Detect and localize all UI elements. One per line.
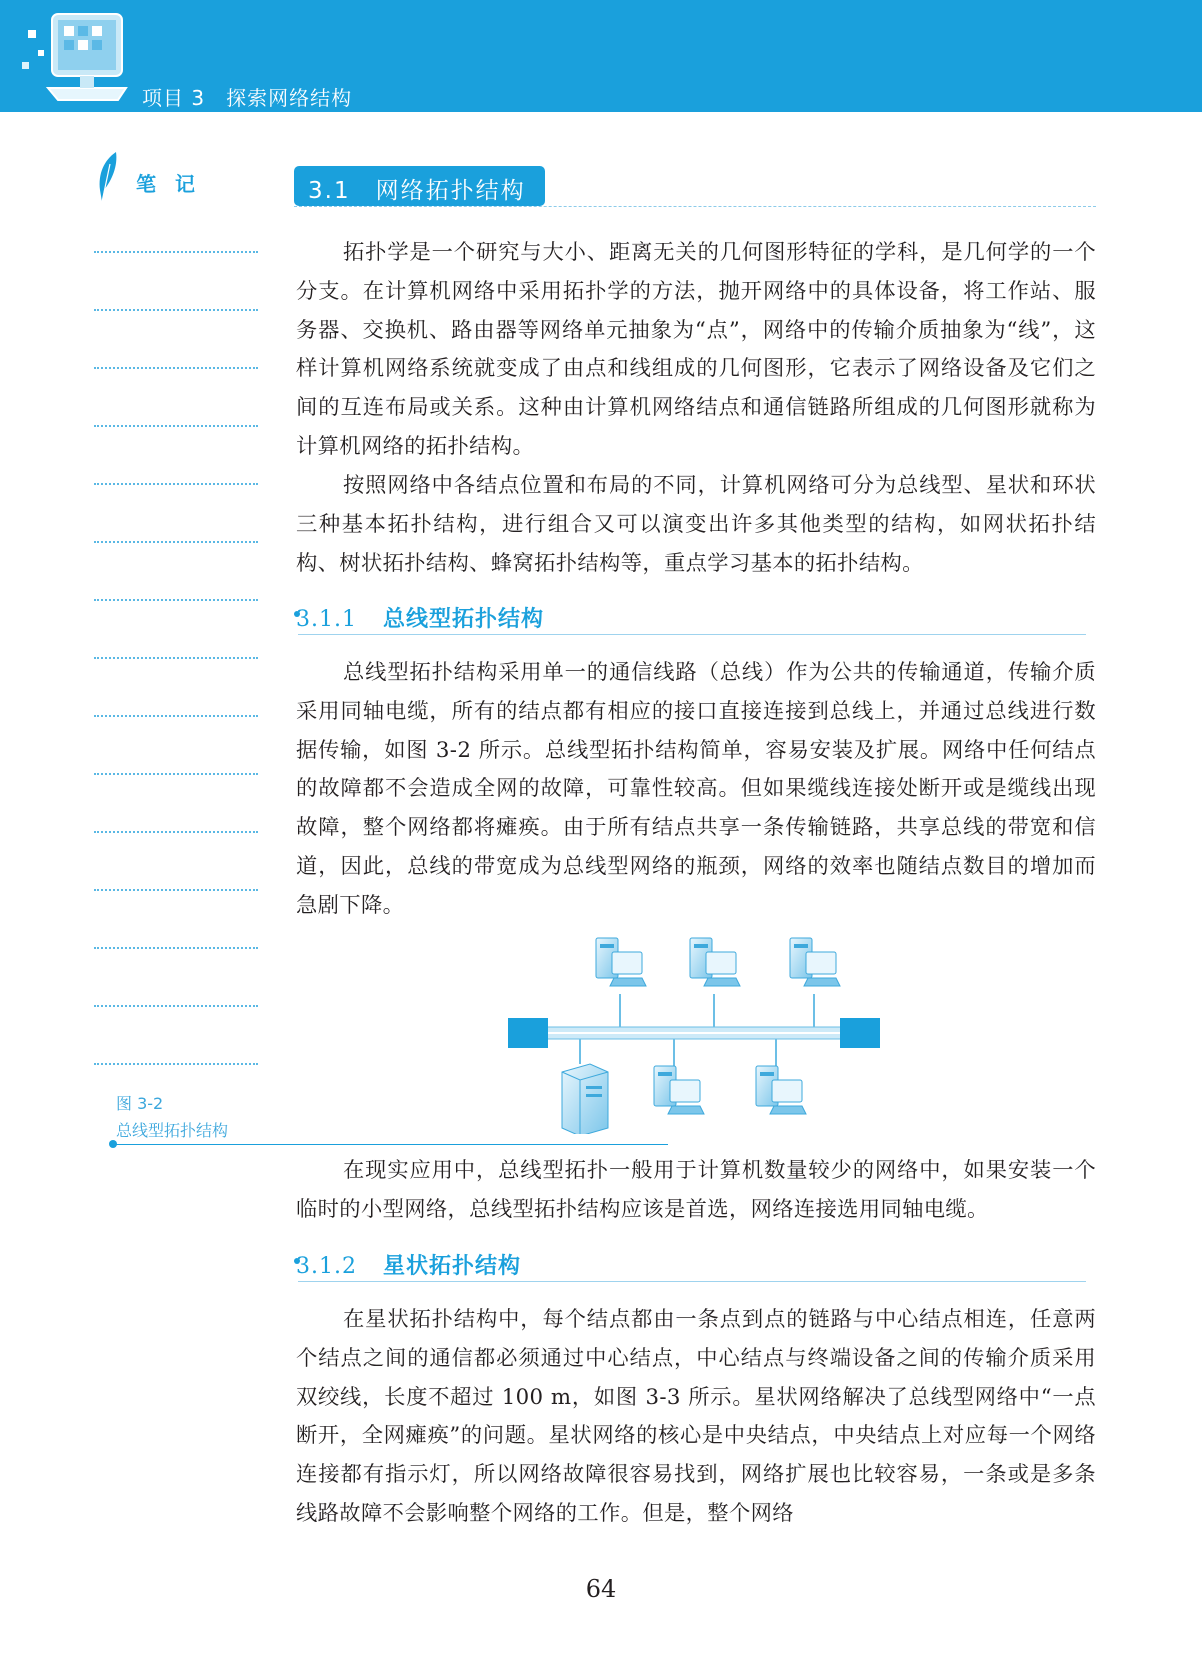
note-line bbox=[94, 773, 258, 775]
subsection-bus-heading bbox=[296, 602, 544, 633]
workstation-icon bbox=[690, 938, 740, 986]
note-line bbox=[94, 889, 258, 891]
section-title: 3.1 网络拓扑结构 bbox=[308, 178, 526, 204]
subsection-star-heading bbox=[296, 1249, 521, 1280]
bus-paragraph-2: 在现实应用中，总线型拓扑一般用于计算机数量较少的网络中，如果安装一个临时的小型网络，总线型拓扑结构应该是首选，网络连接选用同轴电缆。 bbox=[296, 1158, 1096, 1222]
terminator-icon bbox=[508, 1018, 548, 1048]
note-line bbox=[94, 657, 258, 659]
bus-paragraph-1: 总线型拓扑结构采用单一的通信线路（总线）作为公共的传输通道，传输介质采用同轴电缆，所有的结点都有相应的接口直接连接到总线上，并通过总线进行数据传输，如图 3-2 所示。总线型拓扑结构简单，容易安装及扩展。网络中任何结点的故障都不会造成全网的故障，可靠性较高。但如果缆线连接处断开或是缆线出现故障，整个网络都将瘫痪。由于所有结点共享一条传输链路，共享总线的带宽和信道，因此，总线的带宽成为总线型网络的瓶颈，网络的效率也随结点数目的增加而急剧下降。 bbox=[296, 660, 1096, 918]
quill-pen-icon bbox=[92, 150, 122, 204]
note-line bbox=[94, 251, 258, 253]
page-header bbox=[0, 0, 1202, 112]
figure-title: 总线型拓扑结构 bbox=[116, 1121, 229, 1140]
note-line bbox=[94, 309, 258, 311]
caption-rule bbox=[112, 1144, 668, 1145]
intro-paragraph-1: 拓扑学是一个研究与大小、距离无关的几何图形特征的学科，是几何学的一个分支。在计算机网络中采用拓扑学的方法，抛开网络中的具体设备，将工作站、服务器、交换机、路由器等网络单元抽象为“点”，网络中的传输介质抽象为“线”，这样计算机网络系统就变成了由点和线组成的几何图形，它表示了网络设备及它们之间的互连布局或关系。这种由计算机网络结点和通信链路所组成的几何图形就称为计算机网络的拓扑结构。 bbox=[296, 240, 1096, 459]
note-line bbox=[94, 541, 258, 543]
workstation-icon bbox=[596, 938, 646, 986]
subsection-rule bbox=[298, 1281, 1086, 1282]
note-line bbox=[94, 483, 258, 485]
page-number: 64 bbox=[585, 1575, 617, 1603]
note-line bbox=[94, 947, 258, 949]
star-paragraph-1: 在星状拓扑结构中，每个结点都由一条点到点的链路与中心结点相连，任意两个结点之间的通信都必须通过中心结点，中心结点与终端设备之间的传输介质采用双绞线，长度不超过 100 m，如图 3-3 所示。星状网络解决了总线型网络中“一点断开，全网瘫痪”的问题。星状网络的核心是中央结点，中央结点上对应每一个网络连接都有指示灯，所以网络故障很容易找到，网络扩展也比较容易，一条或是多条线路故障不会影响整个网络的工作。但是，整个网络 bbox=[296, 1307, 1096, 1526]
subsection-rule bbox=[298, 634, 1086, 635]
bus-cable-icon bbox=[538, 1027, 846, 1039]
workstation-icon bbox=[756, 1066, 806, 1114]
chapter-title: 项目 3 探索网络结构 bbox=[142, 86, 353, 110]
note-line bbox=[94, 715, 258, 717]
workstation-icon bbox=[790, 938, 840, 986]
notes-label: 笔 记 bbox=[136, 172, 201, 196]
note-line bbox=[94, 367, 258, 369]
terminator-icon bbox=[840, 1018, 880, 1048]
subsection-bus-number: 3.1.1 bbox=[296, 607, 357, 632]
subsection-star-title: 星状拓扑结构 bbox=[382, 1254, 521, 1279]
note-line bbox=[94, 1063, 258, 1065]
note-line bbox=[94, 831, 258, 833]
workstation-icon bbox=[654, 1066, 704, 1114]
figure-caption bbox=[116, 1090, 228, 1144]
server-icon bbox=[562, 1064, 608, 1134]
subsection-star-number: 3.1.2 bbox=[296, 1254, 357, 1279]
intro-paragraph-2: 按照网络中各结点位置和布局的不同，计算机网络可分为总线型、星状和环状三种基本拓扑结构，进行组合又可以演变出许多其他类型的结构，如网状拓扑结构、树状拓扑结构、蜂窝拓扑结构等，重点学习基本的拓扑结构。 bbox=[296, 473, 1096, 576]
note-line bbox=[94, 425, 258, 427]
note-line bbox=[94, 599, 258, 601]
section-rule bbox=[294, 206, 1096, 207]
computer-monitor-icon bbox=[18, 10, 128, 106]
note-line bbox=[94, 1005, 258, 1007]
bus-topology-figure bbox=[508, 934, 888, 1134]
figure-number: 图 3-2 bbox=[116, 1094, 164, 1113]
subsection-bus-title: 总线型拓扑结构 bbox=[382, 607, 544, 632]
